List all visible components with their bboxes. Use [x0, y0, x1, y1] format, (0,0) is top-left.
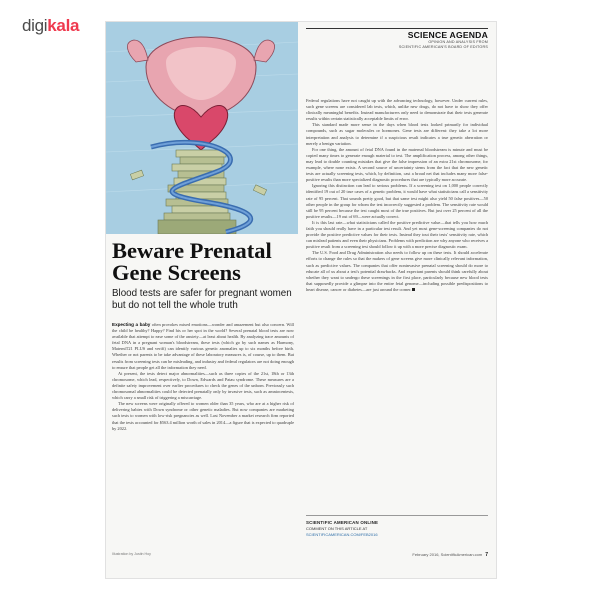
paragraph: The new screens were originally offered to women older than 35 years, who are at a higher risk of delivering babies with Down syndrome or other genetic maladies. But now companies are marketing such tests to women with low-risk pregnancies as well. Last November a market research firm reported that the tests accounted for $563.4 million worth of sales in 2014—a figure that is expected to quadruple by 2022.	[112, 401, 294, 431]
paragraph-text: The U.S. Food and Drug Administration also needs to follow up on these tests. It should accelerate efforts to change the rules so that the makers of gene screens give more clinically relevant information, such as predictive values. The companies that offer noninvasive prenatal screening should do more to educate all of us about a test's potential drawbacks. And expectant parents should think carefully about whether they want to undergo these screenings in the first place, particularly because new blood tests that supposedly provide a glimpse into the entire fetal genome—including possible predispositions to heart disease, cancer or diabetes—are just around the corner.	[306, 250, 488, 292]
article-headline: Beware Prenatal Gene Screens	[112, 238, 272, 285]
section-title: SCIENCE AGENDA	[407, 30, 488, 40]
digikala-logo[interactable]	[22, 16, 79, 36]
logo-part2: kala	[47, 16, 80, 35]
online-heading: SCIENTIFIC AMERICAN ONLINE	[306, 520, 379, 525]
end-mark-icon	[412, 288, 415, 291]
paragraph: At present, the tests detect major abnormalities—such as three copies of the 21st, 18th or 13th chromosome, which lead, respectively, to Down, Edwards and Patau syndrome. These measures are a definite safety improvement over earlier procedures to check the genes of the unborn. Previously such chromosomal abnormalities could be detected prenatally only by invasive tests, such as amniocentesis, which carry a small risk of triggering a miscarriage.	[112, 370, 294, 401]
paragraph	[112, 322, 294, 371]
online-comment-line: COMMENT ON THIS ARTICLE AT	[306, 526, 368, 531]
issue-line: February 2016, ScientificAmerican.com	[412, 552, 483, 557]
paragraph	[306, 250, 488, 293]
magazine-page	[106, 22, 496, 578]
paragraph: Federal regulations have not caught up with the advancing technology, however. Under current rules, such gene screens are considered lab tests, which, unlike new drugs, do not have to show they offer clinically meaningful benefits. Instead manufacturers only need to demonstrate that their tests generate results within certain statistically acceptable limits of error.	[306, 98, 488, 122]
paragraph: It is this last rate—what statisticians called the positive predictive value—that tells you how much faith you should really have in a particular test result. And yet most gene-screening companies do not provide the positive predictive values for their tests. Instead they tout their tests' sensitivity rate, which can mislead patients and even their physicians. Problems with prediction are why anyone who receives a positive result from a screening test should follow it up with a more precise diagnostic exam.	[306, 219, 488, 250]
illustration-dna-tower	[106, 22, 298, 234]
dna-tower-illustration	[106, 22, 298, 234]
section-subtitle-2: SCIENTIFIC AMERICAN'S BOARD OF EDITORS	[398, 45, 488, 49]
paragraph: For one thing, the amount of fetal DNA found in the maternal bloodstream is minute and must be copied many times to generate enough material to test. The amplification process, among other things, may lead to double counting mistakes that give the false impression of an extra 21st chromosome, for example, where none exists. A second source of uncertainty stems from the fact that the new genetic tests are actually screening tests, which, by definition, cast a broad net that includes many more false-positive results than more specialized diagnostic procedures that are typically more accurate.	[306, 146, 488, 183]
logo-part1: digi	[22, 16, 48, 35]
online-box	[306, 515, 488, 537]
paragraph: This standard made more sense in the days when blood tests looked primarily for individual compounds, such as sugar molecules or hormones. Gene tests are different: they take a lot more interpretation and analysis to determine if a suspicious result indicates a true genetic aberration or merely a benign variation.	[306, 122, 488, 146]
lead-in: Expecting a baby	[112, 322, 151, 327]
page-number: 7	[485, 552, 488, 558]
paragraph-text: often provokes mixed emotions—wonder and amazement but also concern. Will the child be healthy? Happy? Find his or her spot in the world? Several prenatal blood tests are now available that attempt to ease some of the anxiety—at least about health. By analyzing trace amounts of fetal DNA in a pregnant woman's bloodstream, these tests (which go by such names as Harmony, MaterniT21 PLUS and verifi) can identify various genetic anomalies up to six months before birth. Whether or not parents to be take advantage of these laboratory measures is, of course, up to them. But results from screening tests can be misleading, and industry and federal regulators are not doing enough to ensure that people get all the information they need.	[112, 322, 294, 370]
page-footer	[412, 552, 488, 558]
section-header	[386, 30, 488, 50]
article-deck: Blood tests are safer for pregnant women but do not tell the whole truth	[112, 288, 292, 311]
section-rule	[306, 28, 488, 29]
online-link[interactable]: SCIENTIFICAMERICAN.COM/FEB2016	[306, 532, 378, 537]
article-column-2	[306, 98, 488, 513]
illustration-credit: Illustration by Justin Hoy	[112, 552, 151, 556]
article-column-1	[112, 322, 294, 550]
section-subtitle-1: OPINION AND ANALYSIS FROM	[428, 40, 488, 44]
paragraph: Ignoring this distinction can lead to serious problems. If a screening test on 1,000 people correctly identified 19 out of 20 true cases of a genetic problem, it would have what statisticians call a sensitivity rate of 95 percent. That sounds pretty good, but that same test might also yield 50 false positives—50 other people in the group for whom the test incorrectly suggested a problem. The sensitivity rate would still be 95 percent because the test caught most of the true positives. But just over 25 percent of all the positive results—19 out of 69—were actually correct.	[306, 183, 488, 219]
